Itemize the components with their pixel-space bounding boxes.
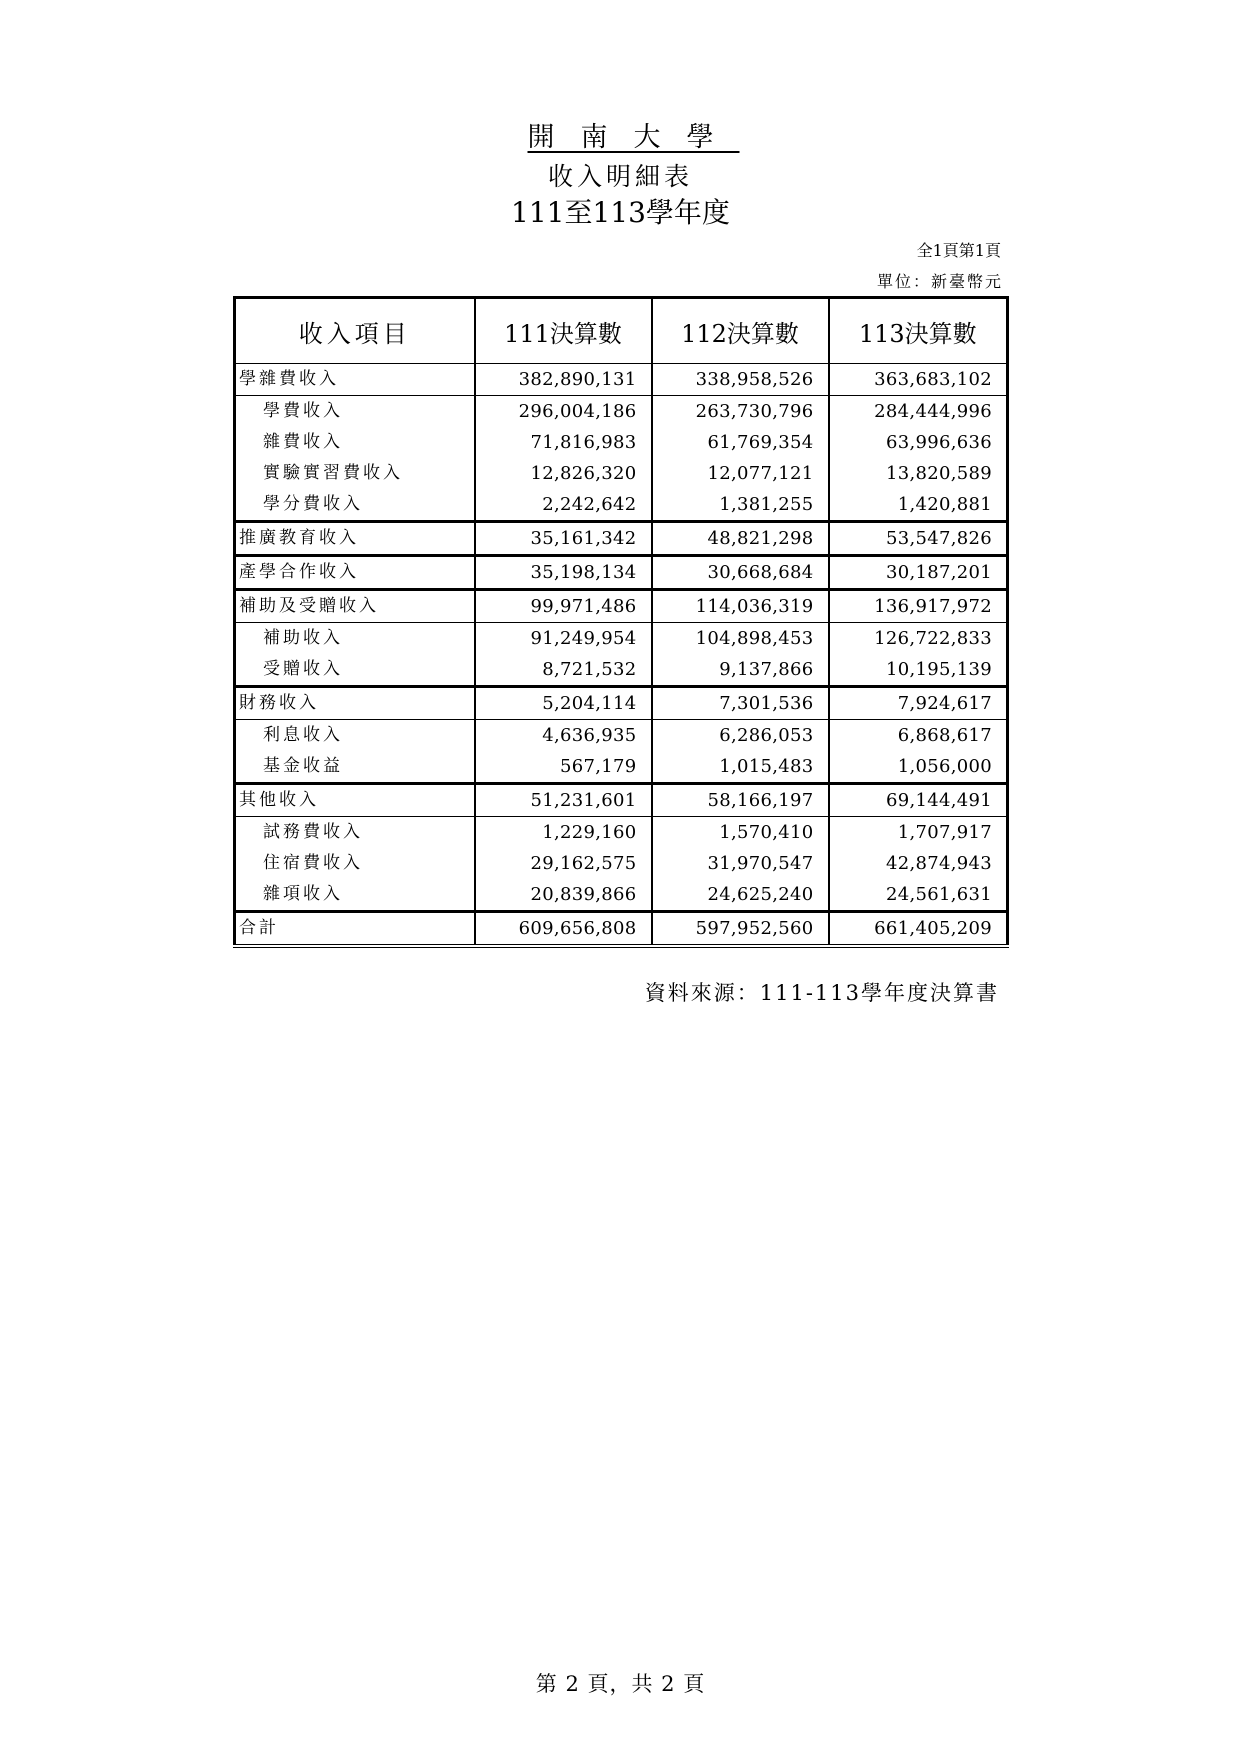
table-row: [235, 623, 1008, 655]
value-cell: 42,874,943: [829, 848, 1008, 879]
value-cell: 104,898,453: [652, 623, 829, 655]
table-row: [235, 427, 1008, 458]
value-cell: 48,821,298: [652, 522, 829, 556]
header-112-actual: 112決算數: [652, 298, 829, 364]
value-cell: 71,816,983: [475, 427, 652, 458]
row-label: 合計: [235, 912, 475, 947]
row-label: 學費收入: [235, 396, 475, 428]
value-cell: 12,826,320: [475, 458, 652, 489]
value-cell: 29,162,575: [475, 848, 652, 879]
value-cell: 609,656,808: [475, 912, 652, 947]
table-row: [235, 879, 1008, 912]
value-cell: 6,868,617: [829, 720, 1008, 752]
value-cell: 30,187,201: [829, 556, 1008, 590]
value-cell: 1,229,160: [475, 817, 652, 849]
value-cell: 363,683,102: [829, 364, 1008, 396]
value-cell: 30,668,684: [652, 556, 829, 590]
row-label: 試務費收入: [235, 817, 475, 849]
table-row: [235, 364, 1008, 396]
value-cell: 53,547,826: [829, 522, 1008, 556]
table-row: [235, 458, 1008, 489]
value-cell: 58,166,197: [652, 784, 829, 817]
report-title: 收入明細表: [547, 162, 693, 191]
value-cell: 6,286,053: [652, 720, 829, 752]
value-cell: 4,636,935: [475, 720, 652, 752]
table-row: [235, 817, 1008, 849]
row-label: 基金收益: [235, 751, 475, 784]
value-cell: 35,161,342: [475, 522, 652, 556]
table-row: [235, 396, 1008, 428]
row-label: 實驗實習費收入: [235, 458, 475, 489]
value-cell: 99,971,486: [475, 590, 652, 623]
value-cell: 597,952,560: [652, 912, 829, 947]
value-cell: 1,570,410: [652, 817, 829, 849]
value-cell: 63,996,636: [829, 427, 1008, 458]
value-cell: 1,707,917: [829, 817, 1008, 849]
value-cell: 5,204,114: [475, 687, 652, 720]
value-cell: 114,036,319: [652, 590, 829, 623]
value-cell: 1,381,255: [652, 489, 829, 522]
header-111-actual: 111決算數: [475, 298, 652, 364]
value-cell: 1,015,483: [652, 751, 829, 784]
table-row: [235, 590, 1008, 623]
row-label: 產學合作收入: [235, 556, 475, 590]
value-cell: 126,722,833: [829, 623, 1008, 655]
value-cell: 7,301,536: [652, 687, 829, 720]
row-label: 補助及受贈收入: [235, 590, 475, 623]
table-row: [235, 751, 1008, 784]
table-row: [235, 489, 1008, 522]
value-cell: 31,970,547: [652, 848, 829, 879]
row-label: 財務收入: [235, 687, 475, 720]
row-label: 利息收入: [235, 720, 475, 752]
header-income-item: 收入項目: [235, 298, 475, 364]
value-cell: 338,958,526: [652, 364, 829, 396]
page-footer: 第 2 頁，共 2 頁: [535, 1672, 706, 1696]
table-row: [235, 654, 1008, 687]
value-cell: 2,242,642: [475, 489, 652, 522]
row-label: 其他收入: [235, 784, 475, 817]
value-cell: 661,405,209: [829, 912, 1008, 947]
row-label: 住宿費收入: [235, 848, 475, 879]
value-cell: 284,444,996: [829, 396, 1008, 428]
table-row: [235, 784, 1008, 817]
value-cell: 35,198,134: [475, 556, 652, 590]
institution-name: 開南大學: [527, 122, 740, 153]
row-label: 雜項收入: [235, 879, 475, 912]
table-row: [235, 556, 1008, 590]
value-cell: 1,420,881: [829, 489, 1008, 522]
institution-title: [0, 122, 1241, 154]
value-cell: 8,721,532: [475, 654, 652, 687]
value-cell: 10,195,139: [829, 654, 1008, 687]
table-row: [235, 912, 1008, 947]
header-113-actual: 113決算數: [829, 298, 1008, 364]
value-cell: 12,077,121: [652, 458, 829, 489]
report-period: 111至113學年度: [511, 196, 730, 229]
table-row: [235, 848, 1008, 879]
value-cell: 382,890,131: [475, 364, 652, 396]
currency-unit: 單位：新臺幣元: [876, 272, 1003, 291]
value-cell: 24,625,240: [652, 879, 829, 912]
value-cell: 20,839,866: [475, 879, 652, 912]
value-cell: 1,056,000: [829, 751, 1008, 784]
value-cell: 7,924,617: [829, 687, 1008, 720]
table-row: [235, 720, 1008, 752]
row-label: 學雜費收入: [235, 364, 475, 396]
page-info: 全1頁第1頁: [916, 241, 1001, 260]
value-cell: 13,820,589: [829, 458, 1008, 489]
value-cell: 69,144,491: [829, 784, 1008, 817]
table-row: [235, 522, 1008, 556]
row-label: 雜費收入: [235, 427, 475, 458]
row-label: 補助收入: [235, 623, 475, 655]
row-label: 學分費收入: [235, 489, 475, 522]
row-label: 推廣教育收入: [235, 522, 475, 556]
value-cell: 296,004,186: [475, 396, 652, 428]
value-cell: 51,231,601: [475, 784, 652, 817]
income-detail-table: [233, 296, 1009, 948]
row-label: 受贈收入: [235, 654, 475, 687]
value-cell: 61,769,354: [652, 427, 829, 458]
value-cell: 136,917,972: [829, 590, 1008, 623]
value-cell: 567,179: [475, 751, 652, 784]
data-source-note: 資料來源：111-113學年度決算書: [644, 981, 999, 1005]
table-header-row: [235, 298, 1008, 364]
value-cell: 24,561,631: [829, 879, 1008, 912]
value-cell: 263,730,796: [652, 396, 829, 428]
value-cell: 91,249,954: [475, 623, 652, 655]
table-row: [235, 687, 1008, 720]
value-cell: 9,137,866: [652, 654, 829, 687]
